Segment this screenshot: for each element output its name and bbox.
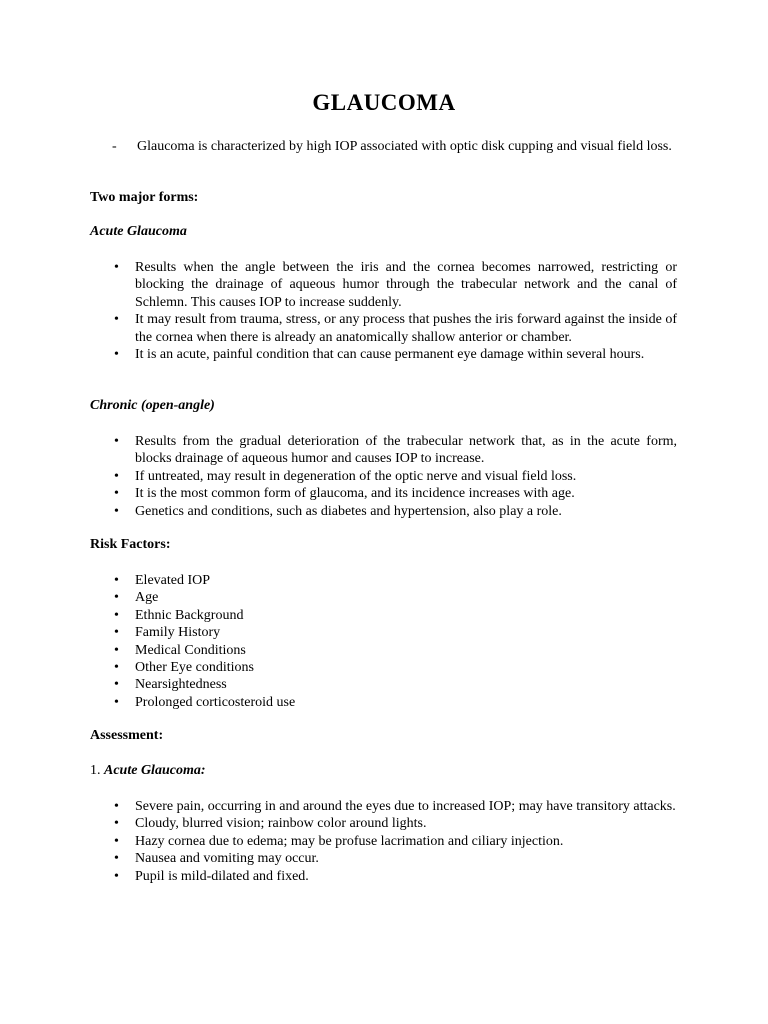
list-item-text: Pupil is mild-dilated and fixed. [135,868,309,884]
list-item [114,815,677,832]
list-item [114,850,677,867]
list-item [114,659,677,676]
acute-list [114,259,677,363]
bullet-marker: • [114,816,119,832]
bullet-marker: • [114,347,119,363]
assessment-heading: Assessment: [90,728,164,743]
bullet-marker: • [114,486,119,502]
list-item-text: Prolonged corticosteroid use [135,694,296,710]
list-item-text: It may result from trauma, stress, or any process that pushes the iris forward against the inside of the cornea when there is already an anatomically shallow anterior or chamber. [135,312,677,345]
assessment-list [114,798,677,885]
list-item-text: Results when the angle between the iris and the cornea becomes narrowed, restricting or blocking the drainage of aqueous humor through the trabecular network and the canal of Schlemn. This causes IOP to increase suddenly. [135,260,677,310]
list-item-text: Severe pain, occurring in and around the eyes due to increased IOP; may have transitory attacks. [135,799,676,814]
list-item [114,642,677,659]
bullet-marker: • [114,434,119,449]
list-item [114,624,677,641]
page-title: GLAUCOMA [312,90,456,115]
list-item-text: If untreated, may result in degeneration of the optic nerve and visual field loss. [135,468,577,484]
bullet-marker: • [114,468,119,484]
list-item-text: Results from the gradual deterioration of the trabecular network that, as in the acute form, blocks drainage of aqueous humor and causes IOP to increase. [135,434,677,467]
bullet-marker: • [114,312,119,328]
bullet-marker: • [114,642,119,658]
list-item [114,868,677,885]
list-item [114,485,677,502]
bullet-marker: • [114,677,119,693]
bullet-marker: • [114,660,119,676]
intro-dash: - [112,139,117,154]
list-item [114,311,677,346]
list-item [114,259,677,311]
list-item-text: Cloudy, blurred vision; rainbow color around lights. [135,816,427,832]
acute-heading: Acute Glaucoma [90,224,187,239]
list-item [114,589,677,606]
list-item [114,694,677,711]
chronic-heading: Chronic (open-angle) [90,398,215,413]
list-item [114,607,677,624]
list-item [114,676,677,693]
list-item-text: It is an acute, painful condition that can cause permanent eye damage within several hours. [135,347,645,363]
assessment-sub-number: 1. [90,763,101,778]
list-item [114,798,677,815]
list-item-text: Elevated IOP [135,573,211,588]
bullet-marker: • [114,607,119,623]
bullet-marker: • [114,694,119,710]
list-item [114,572,677,589]
bullet-marker: • [114,260,119,275]
list-item-text: Family History [135,625,221,641]
list-item-text: Medical Conditions [135,642,246,658]
risk-list [114,572,677,711]
list-item [114,346,677,363]
list-item [114,468,677,485]
bullet-marker: • [114,503,119,519]
list-item-text: Genetics and conditions, such as diabetes and hypertension, also play a role. [135,503,562,519]
chronic-list [114,433,677,520]
two-forms-heading: Two major forms: [90,190,199,205]
list-item-text: It is the most common form of glaucoma, and its incidence increases with age. [135,486,575,502]
intro-paragraph [112,138,677,156]
list-item-text: Nausea and vomiting may occur. [135,851,319,867]
list-item-text: Age [135,590,159,606]
bullet-marker: • [114,625,119,641]
bullet-marker: • [114,868,119,884]
list-item-text: Nearsightedness [135,677,227,693]
list-item-text: Ethnic Background [135,607,244,623]
bullet-marker: • [114,590,119,606]
assessment-sub-title: Acute Glaucoma: [104,763,206,778]
list-item [114,433,677,468]
list-item-text: Hazy cornea due to edema; may be profuse lacrimation and ciliary injection. [135,833,564,849]
assessment-subheading [90,763,206,779]
risk-heading: Risk Factors: [90,537,171,552]
bullet-marker: • [114,799,119,814]
bullet-marker: • [114,573,119,588]
intro-text: Glaucoma is characterized by high IOP associated with optic disk cupping and visual field loss. [137,139,672,154]
bullet-marker: • [114,833,119,849]
list-item-text: Other Eye conditions [135,660,254,676]
list-item [114,833,677,850]
list-item [114,503,677,520]
bullet-marker: • [114,851,119,867]
